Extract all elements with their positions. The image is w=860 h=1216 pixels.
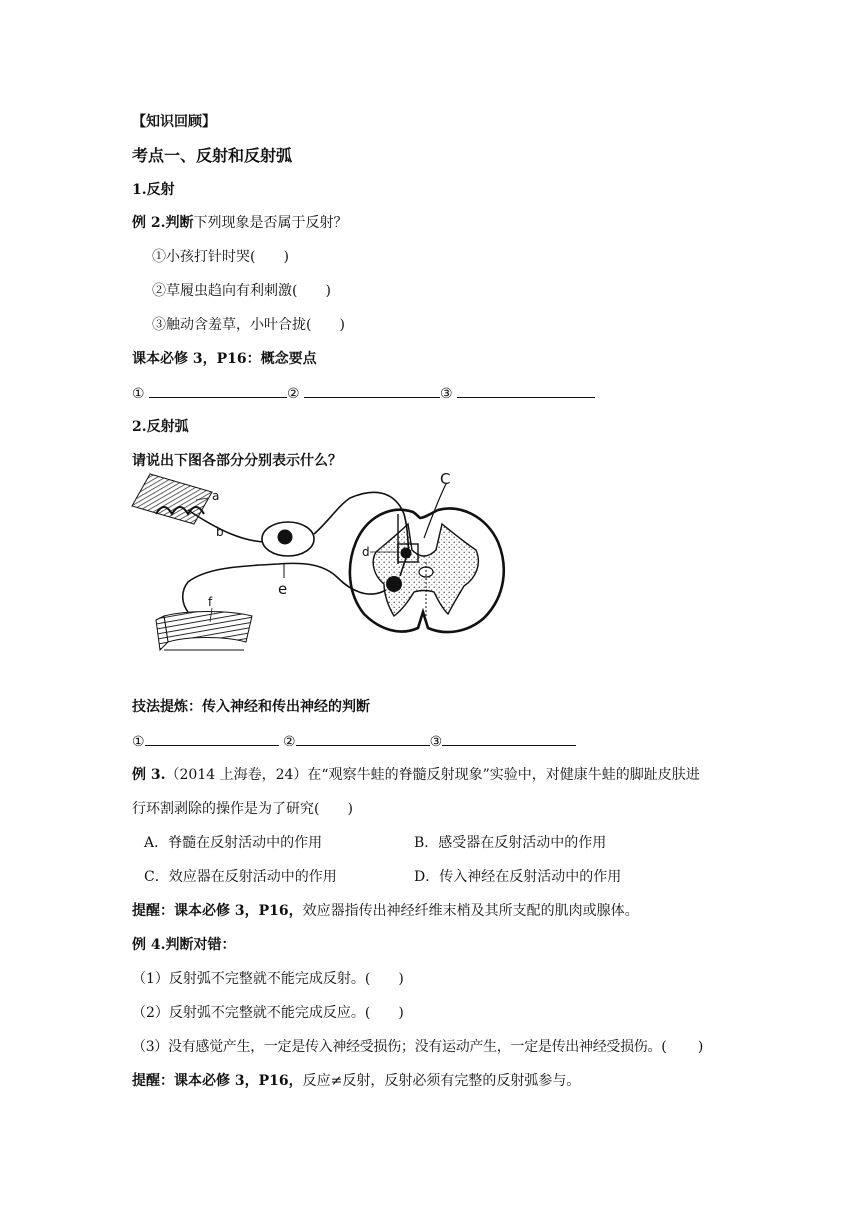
label-b: b: [216, 525, 224, 539]
subsection-reflex: 1.反射: [132, 182, 175, 198]
example-3-text-cont: 行环割剥除的操作是为了研究( ): [132, 801, 353, 817]
example-4-item: （1）反射弧不完整就不能完成反射。( ): [132, 971, 404, 987]
answer-blank: [457, 383, 595, 398]
knowledge-review-heading: 【知识回顾】: [132, 114, 216, 130]
subsection-reflex-arc: 2.反射弧: [132, 419, 189, 435]
example-4-item: （3）没有感觉产生，一定是传入神经受损伤；没有运动产生，一定是传出神经受损伤。( ): [132, 1039, 704, 1055]
textbook-note: 课本必修 3，P16：概念要点: [132, 351, 317, 367]
label-d: d: [362, 545, 370, 559]
label-c: C: [440, 470, 451, 488]
blank-marker: ②: [283, 734, 296, 750]
blank-marker: ③: [440, 386, 453, 402]
example-2-item: ①小孩打针时哭( ): [152, 249, 289, 265]
tip-2-text: 反应≠反射，反射必须有完整的反射弧参与。: [302, 1073, 581, 1089]
tip-1-label: 提醒：课本必修 3，P16，: [132, 903, 303, 919]
example-3-label: 例 3.: [132, 767, 166, 783]
option-c: C．效应器在反射活动中的作用: [144, 869, 337, 885]
fill-blanks-2: [132, 731, 576, 752]
spinal-cord-section: [350, 508, 504, 632]
label-e: e: [278, 580, 288, 598]
muscle-effector: [156, 612, 252, 651]
example-2-item: ②草履虫趋向有利刺激( ): [152, 283, 331, 299]
tip-1-text: 效应器指传出神经纤维末梢及其所支配的肌肉或腺体。: [302, 903, 639, 919]
answer-blank: [149, 383, 287, 398]
example-3-text: 在“观察牛蛙的脊髓反射现象”实验中，对健康牛蛙的脚趾皮肤进: [307, 767, 700, 783]
example-3: [132, 765, 700, 785]
example-3-source: （2014 上海卷，24）: [165, 767, 308, 783]
example-4-item: （2）反射弧不完整就不能完成反应。( ): [132, 1005, 404, 1021]
interneuron-cell: [401, 548, 412, 559]
option-b: B．感受器在反射活动中的作用: [414, 835, 607, 851]
section-title: 考点一、反射和反射弧: [132, 146, 293, 165]
option-a: A．脊髓在反射活动中的作用: [144, 835, 323, 851]
example-2-item: ③触动含羞草，小叶合拢( ): [152, 317, 345, 333]
blank-marker: ①: [132, 734, 145, 750]
answer-blank: [145, 731, 279, 746]
fill-blanks-1: [132, 383, 595, 404]
example-2-label: 例 2.判断: [132, 215, 194, 231]
tip-2-label: 提醒：课本必修 3，P16，: [132, 1073, 303, 1089]
motor-neuron-cell: [386, 576, 402, 592]
ganglion-cell-body: [278, 530, 293, 545]
diagram-question: 请说出下图各部分分别表示什么？: [132, 453, 342, 469]
reflex-arc-diagram: [128, 466, 548, 666]
answer-blank: [442, 731, 576, 746]
answer-blank: [304, 383, 440, 398]
example-2-question: 下列现象是否属于反射？: [193, 215, 348, 231]
blank-marker: ③: [429, 734, 443, 750]
answer-blank: [296, 731, 430, 746]
example-2: [132, 213, 348, 233]
blank-marker: ①: [132, 386, 145, 402]
label-f: f: [208, 595, 213, 609]
technique-heading: 技法提炼：传入神经和传出神经的判断: [132, 699, 370, 715]
blank-marker: ②: [287, 386, 300, 402]
label-a: a: [212, 489, 220, 503]
option-d: D．传入神经在反射活动中的作用: [414, 869, 622, 885]
example-4-label: 例 4.判断对错：: [132, 937, 236, 953]
tip-2: [132, 1071, 580, 1091]
tip-1: [132, 901, 639, 921]
